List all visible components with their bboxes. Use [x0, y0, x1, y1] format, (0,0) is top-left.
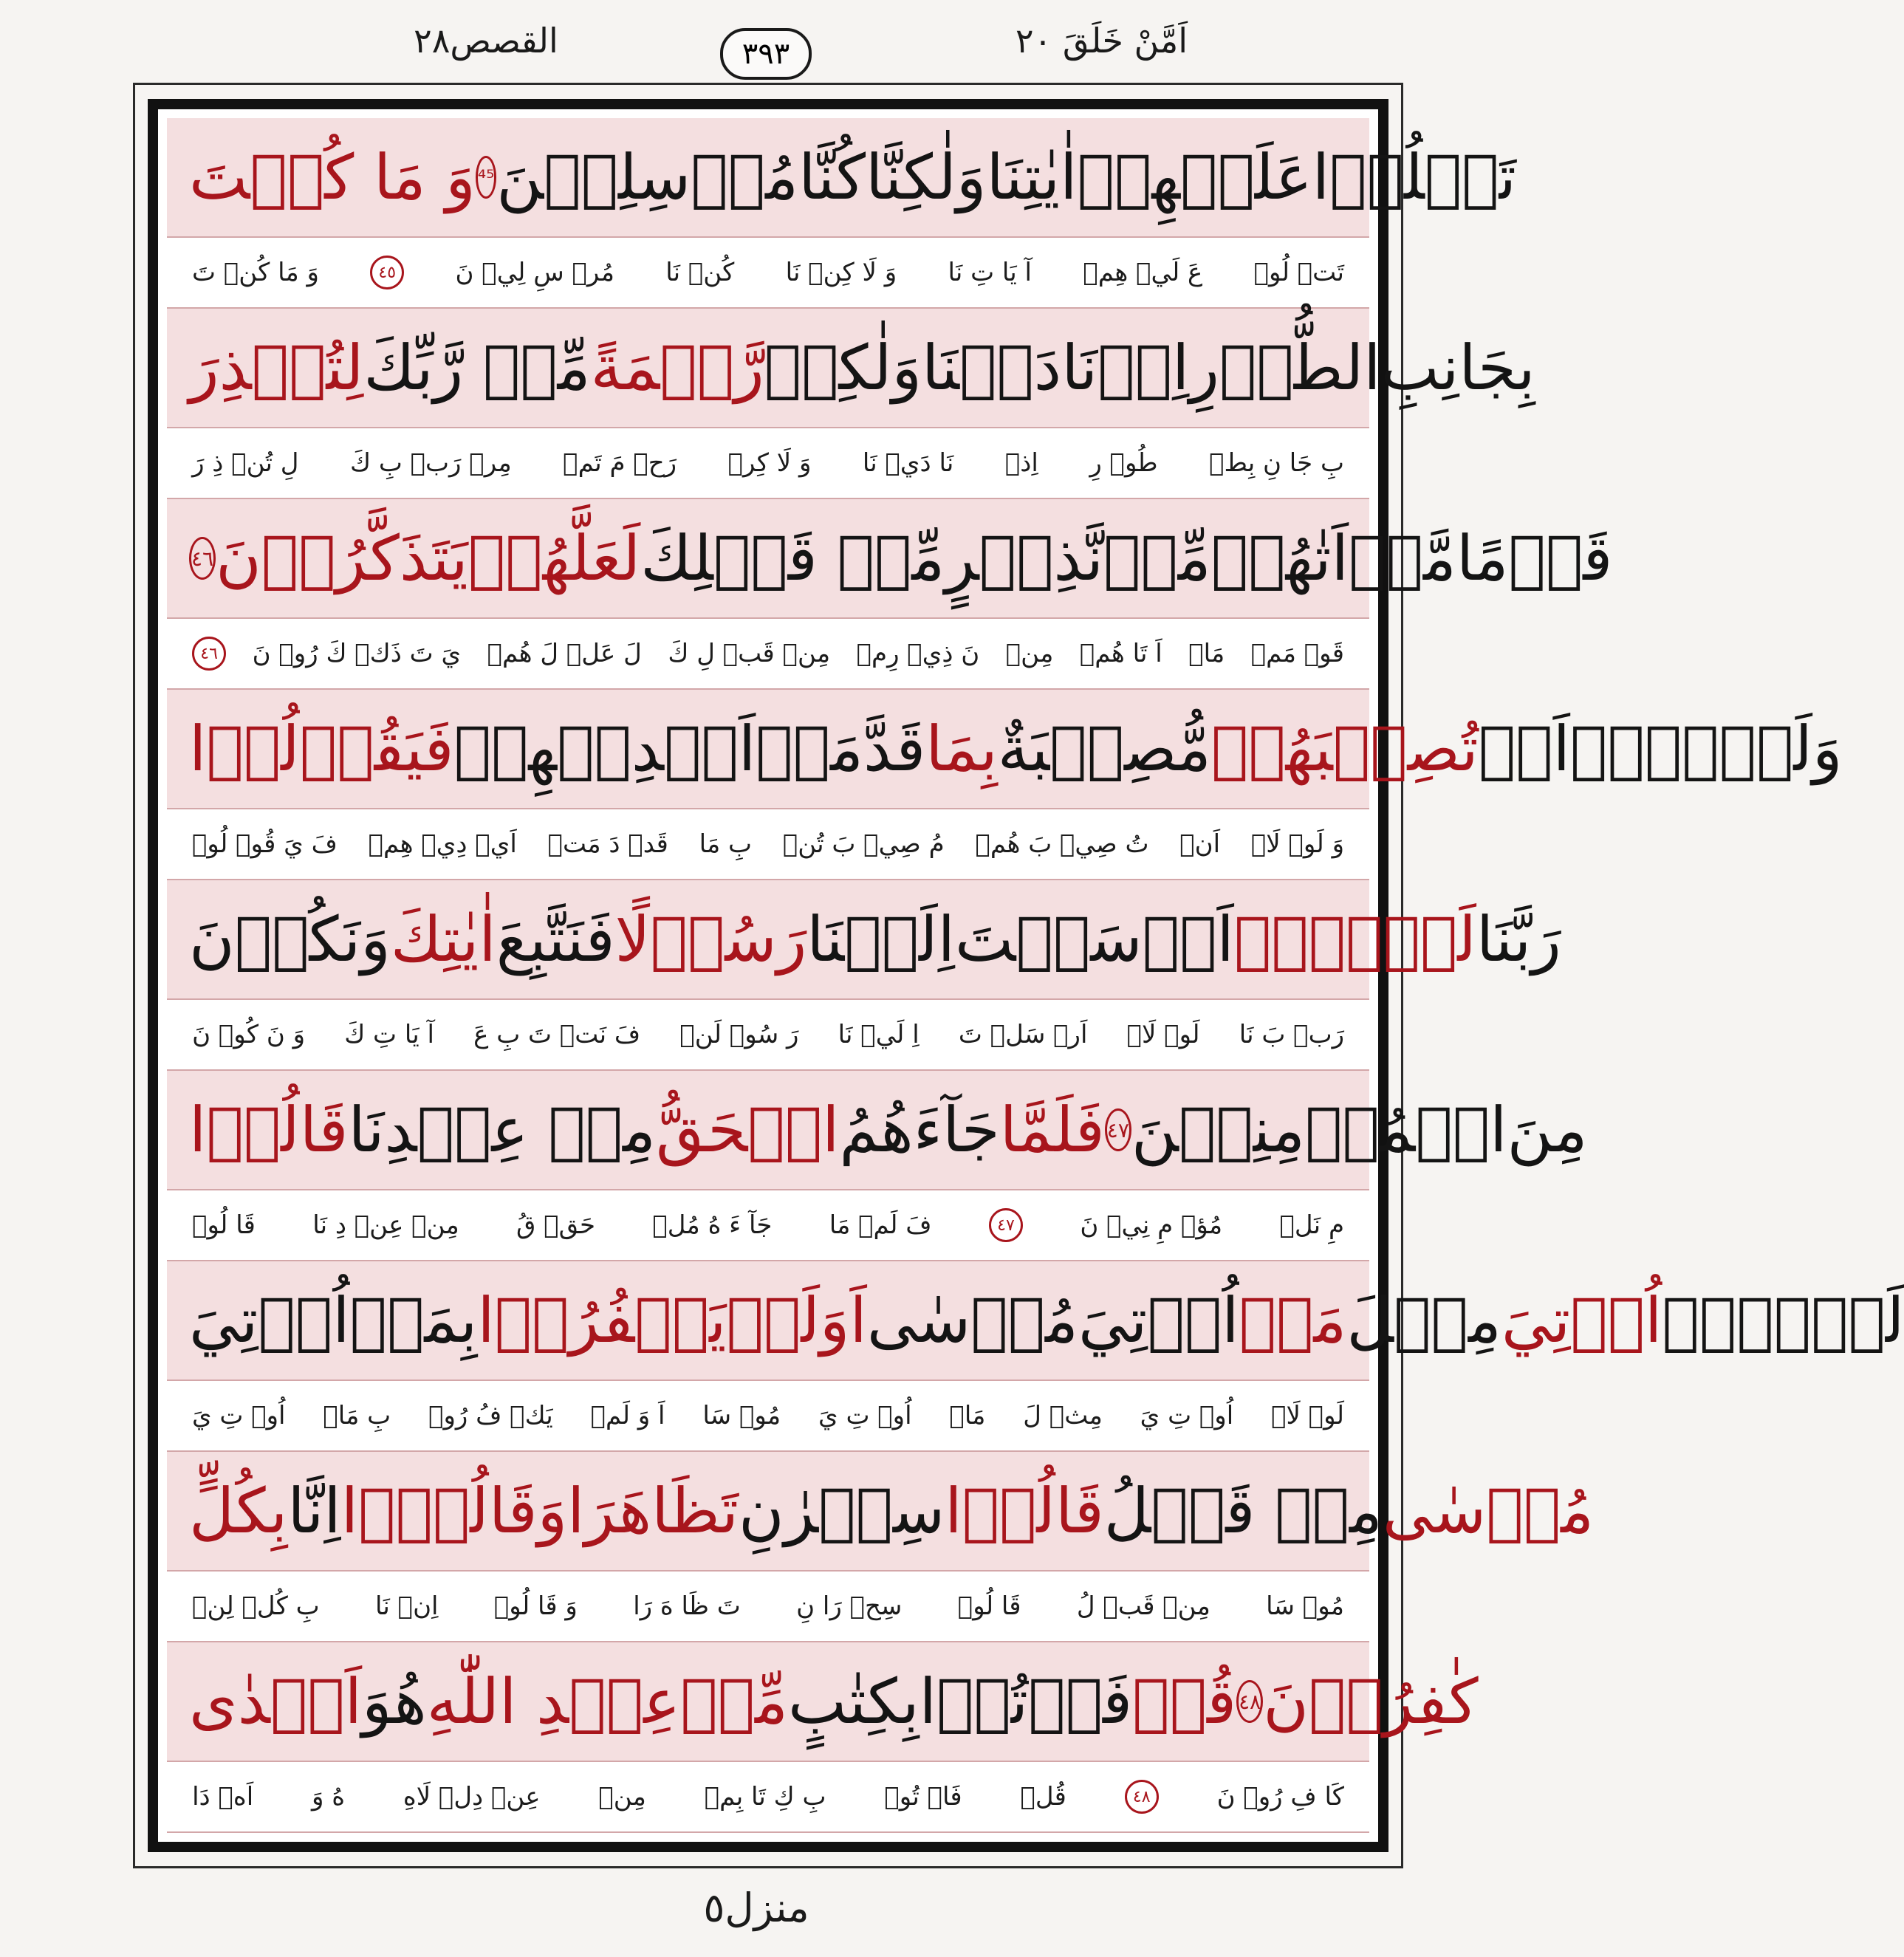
arabic-word: مُرۡسِلِيۡنَ — [496, 141, 799, 213]
arabic-word: مُوۡسٰى — [866, 1284, 1079, 1357]
arabic-word: مَاۤ — [1239, 1284, 1347, 1357]
arabic-word: اَوَلَمۡ — [726, 1284, 867, 1357]
pronunciation-word: مِنۡ عِنۡ دِ نَا — [312, 1210, 459, 1240]
arabic-word: قُلۡ — [1132, 1665, 1237, 1738]
arabic-word: سِحۡرٰنِ — [739, 1475, 945, 1547]
pronunciation-word: اَهۡ دَا — [192, 1782, 254, 1812]
page-number: ٣٩٣ — [720, 28, 812, 80]
pronunciation-word: طُوۡ رِ — [1089, 448, 1158, 478]
pronunciation-word: اُوۡ تِ يَ — [818, 1401, 912, 1430]
pronunciation-word: اِنۡ نَا — [375, 1591, 439, 1621]
pronunciation-word: مُوۡ سَا — [1266, 1591, 1344, 1621]
arabic-line — [167, 1261, 1904, 1381]
arabic-word: اُوۡتِيَ — [1501, 1284, 1662, 1357]
arabic-word: قَالُوۡا — [189, 1094, 349, 1166]
arabic-word: وَلَوۡلَاۤ — [1569, 713, 1843, 785]
arabic-word: مِّنۡ قَبۡلِكَ — [640, 522, 945, 594]
pronunciation-word: قَدۡ دَ مَتۡ — [547, 829, 668, 859]
pronunciation-word: وَ لَوۡ لَاۤ — [1250, 829, 1344, 859]
pronunciation-line — [167, 238, 1369, 309]
pronunciation-word: رَبۡ بَ نَا — [1239, 1020, 1344, 1049]
pronunciation-word: وَ لَا كِنۡ نَا — [785, 258, 897, 287]
arabic-word: مِثۡلَ — [1346, 1284, 1501, 1357]
arabic-word: الۡحَقُّ — [656, 1094, 840, 1166]
arabic-word: اَهۡدٰى — [189, 1665, 362, 1738]
pronunciation-line — [167, 619, 1369, 690]
pronunciation-word: مَاۤ — [949, 1401, 986, 1430]
arabic-word: اَرۡسَلۡتَ — [954, 903, 1234, 976]
arabic-word: عَلَيۡهِمۡ — [1077, 141, 1312, 213]
arabic-word: كُنَّا — [798, 141, 866, 213]
pronunciation-word: بِ كُلۡ لِنۡ — [192, 1591, 320, 1621]
arabic-word: مِّنۡ رَّبِّكَ — [363, 332, 591, 404]
pronunciation-word: تَ ظَا هَ رَا — [633, 1591, 741, 1621]
arabic-word: نَّذِيۡرٍ — [945, 522, 1103, 594]
pronunciation-word: عَ لَيۡ هِمۡ — [1083, 258, 1203, 287]
pronunciation-word: اَرۡ سَلۡ تَ — [958, 1020, 1088, 1049]
pronunciation-line — [167, 1381, 1369, 1452]
arabic-word: هُوَ — [362, 1665, 427, 1738]
pronunciation-word: اَيۡ دِيۡ هِمۡ — [368, 829, 517, 859]
arabic-word: عِنۡدِ اللّٰهِ — [426, 1665, 681, 1738]
arabic-line — [167, 499, 1613, 619]
arabic-word: نَادَيۡنَا — [922, 332, 1098, 404]
arabic-line — [167, 1452, 1595, 1572]
pronunciation-word: بِ كِ تَا بِمۡ — [704, 1782, 826, 1812]
arabic-word: مِّنۡ — [680, 1665, 789, 1738]
arabic-word: وَنَكُوۡنَ — [189, 903, 391, 976]
pronunciation-word: هُ وَ — [312, 1782, 346, 1812]
pronunciation-word: لَوۡ لَاۤ — [1271, 1401, 1344, 1430]
pronunciation-word: اُوۡ تِ يَ — [192, 1401, 286, 1430]
arabic-line — [167, 309, 1535, 428]
pronunciation-word: رَ سُوۡ لَنۡ — [679, 1020, 799, 1049]
arabic-word: وَ مَا كُنۡتَ — [189, 141, 476, 213]
pronunciation-word: يَ تَ ذَكۡ كَ رُوۡ نَ — [252, 639, 462, 668]
arabic-word: اُوۡتِيَ — [1078, 1284, 1239, 1357]
arabic-word: وَلٰكِنَّا — [866, 141, 987, 213]
pronunciation-word: فَ لَمۡ مَا — [829, 1210, 932, 1240]
arabic-word: اَنۡ — [1478, 713, 1570, 785]
pronunciation-word: اِذۡ — [1004, 448, 1038, 478]
pronunciation-word: قَا لُوۡ — [192, 1210, 256, 1240]
pronunciation-word: عِنۡ دِلۡ لَاهِ — [403, 1782, 541, 1812]
pronunciation-word: جَآ ءَ هُ مُلۡ — [652, 1210, 773, 1240]
arabic-word: لَوۡلَاۤ — [1662, 1284, 1904, 1357]
pronunciation-word: مِنۡ — [1005, 639, 1054, 668]
pronunciation-word: قَوۡ مَمۡ — [1250, 639, 1344, 668]
arabic-line — [167, 118, 1516, 238]
arabic-word: كٰفِرُوۡنَ — [1263, 1665, 1479, 1738]
arabic-word: مِّنۡ — [1103, 522, 1211, 594]
pronunciation-word: مِرۡ رَبۡ بِ كَ — [350, 448, 512, 478]
pronunciation-word: مَاۤ — [1188, 639, 1225, 668]
arabic-word: مُوۡسٰى — [1382, 1475, 1595, 1547]
arabic-word: قَوۡمًا — [1456, 522, 1613, 594]
manzil-label: منزل٥ — [703, 1885, 809, 1931]
ayah-number: ⁴⁵ — [476, 156, 496, 199]
pronunciation-word: قُلۡ — [1020, 1782, 1066, 1812]
arabic-line — [167, 880, 1561, 1000]
arabic-word: اِنَّا — [287, 1475, 341, 1547]
pronunciation-word: كَا فِ رُوۡ نَ — [1216, 1782, 1344, 1812]
pronunciation-line — [167, 1762, 1369, 1833]
arabic-word: يَكۡفُرُوۡا — [477, 1284, 727, 1357]
ayah-number: ٤٧ — [1105, 1108, 1131, 1151]
arabic-word: اَيۡدِيۡهِمۡ — [453, 713, 756, 785]
pronunciation-word: فَ يَ قُوۡ لُوۡ — [192, 829, 338, 859]
arabic-word: مِنَ — [1507, 1094, 1588, 1166]
pronunciation-word: نَا دَيۡ نَا — [862, 448, 954, 478]
pronunciation-line — [167, 1572, 1369, 1642]
pronunciation-line — [167, 1190, 1369, 1261]
pronunciation-word: يَكۡ فُ رُوۡ — [428, 1401, 553, 1430]
arabic-word: رَبَّنَا — [1476, 903, 1561, 976]
ayah-number-small: ٤٨ — [1125, 1780, 1159, 1814]
arabic-word: جَآءَهُمُ — [839, 1094, 1000, 1166]
arabic-word: فَلَمَّا — [999, 1094, 1105, 1166]
pronunciation-word: مُؤۡ مِ نِيۡ نَ — [1080, 1210, 1223, 1240]
arabic-word: رَّحۡمَةً — [590, 332, 764, 404]
pronunciation-word: بِ مَا — [699, 829, 753, 859]
pronunciation-word: نَ ذِيۡ رِمۡ — [856, 639, 980, 668]
pronunciation-word: مُرۡ سِ لِيۡ نَ — [455, 258, 614, 287]
verse-lines — [167, 118, 1904, 1833]
pronunciation-word: كُنۡ نَا — [665, 258, 735, 287]
ayah-number-small: ٤٦ — [192, 637, 226, 671]
ayah-number: ٤٨ — [1236, 1680, 1263, 1723]
arabic-word: الطُّوۡرِ — [1189, 332, 1381, 404]
juz-title: اَمَّنْ خَلَقَ ٢٠ — [1015, 21, 1188, 61]
arabic-word: الۡمُؤۡمِنِيۡنَ — [1131, 1094, 1507, 1166]
pronunciation-word: تُ صِيۡ بَ هُمۡ — [975, 829, 1149, 859]
pronunciation-word: رَحۡ مَ تَمۡ — [563, 448, 677, 478]
pronunciation-word: وَ قَا لُوۡ — [493, 1591, 578, 1621]
arabic-word: مُّصِيۡبَةٌ — [997, 713, 1211, 785]
arabic-word: بِجَانِبِ — [1380, 332, 1535, 404]
arabic-word: اِذۡ — [1097, 332, 1190, 404]
pronunciation-line — [167, 809, 1369, 880]
arabic-word: اُوۡتِيَ — [189, 1284, 350, 1357]
arabic-word: اٰيٰتِنَا — [986, 141, 1078, 213]
pronunciation-line — [167, 1000, 1369, 1071]
arabic-word: قَدَّمَتۡ — [756, 713, 926, 785]
arabic-word: بِمَا — [925, 713, 998, 785]
arabic-word: وَقَالُوۡۤا — [340, 1475, 568, 1547]
arabic-word: لِتُنۡذِرَ — [189, 332, 364, 404]
arabic-word: فَنَتَّبِعَ — [496, 903, 615, 976]
pronunciation-word: لَ عَلۡ لَ هُمۡ — [487, 639, 642, 668]
pronunciation-word: وَ نَ كُوۡ نَ — [192, 1020, 306, 1049]
pronunciation-word: اَنۡ — [1179, 829, 1221, 859]
pronunciation-word: فَ نَتۡ تَ بِ عَ — [473, 1020, 641, 1049]
pronunciation-word: اِ لَيۡ نَا — [838, 1020, 920, 1049]
pronunciation-word: مِنۡ قَبۡ لِ كَ — [668, 639, 831, 668]
pronunciation-word: مُ صِيۡ بَ تُنۡ — [782, 829, 945, 859]
pronunciation-word: آ يَا تِ كَ — [344, 1020, 434, 1049]
pronunciation-word: اَ تَا هُمۡ — [1079, 639, 1162, 668]
arabic-word: اَتٰهُمۡ — [1210, 522, 1349, 594]
arabic-word: مَّاۤ — [1349, 522, 1456, 594]
arabic-word: فَاۡتُوۡا — [919, 1665, 1133, 1738]
arabic-word: قَالُوۡا — [945, 1475, 1104, 1547]
arabic-word: بِكُلٍّ — [189, 1475, 288, 1547]
arabic-word: رَسُوۡلًا — [614, 903, 807, 976]
ayah-number-small: ٤٥ — [370, 256, 404, 289]
pronunciation-word: قَا لُوۡ — [957, 1591, 1021, 1621]
arabic-word: تَتۡلُوۡا — [1312, 141, 1516, 213]
ayah-number-small: ٤٧ — [989, 1208, 1023, 1242]
arabic-word: وَلٰكِنۡ — [764, 332, 922, 404]
arabic-word: لَعَلَّهُمۡ — [468, 522, 641, 594]
pronunciation-word: لَوۡ لَاۤ — [1126, 1020, 1200, 1049]
arabic-word: لَوۡلَاۤ — [1233, 903, 1476, 976]
arabic-word: مِنۡ عِنۡدِنَا — [348, 1094, 657, 1166]
pronunciation-word: سِحۡ رَا نِ — [796, 1591, 903, 1621]
arabic-word: بِمَاۤ — [349, 1284, 478, 1357]
arabic-word: اٰيٰتِكَ — [390, 903, 496, 976]
pronunciation-word: مِ نَلۡ — [1279, 1210, 1344, 1240]
arabic-word: تَظَاهَرَا — [567, 1475, 739, 1547]
pronunciation-word: مِنۡ قَبۡ لُ — [1076, 1591, 1210, 1621]
ayah-number: ٤٦ — [189, 537, 216, 580]
pronunciation-word: آ يَا تِ نَا — [948, 258, 1033, 287]
arabic-line — [167, 690, 1843, 809]
pronunciation-word: مِثۡ لَ — [1023, 1401, 1103, 1430]
pronunciation-word: وَ مَا كُنۡ تَ — [192, 258, 319, 287]
arabic-word: بِكِتٰبٍ — [788, 1665, 920, 1738]
arabic-line — [167, 1642, 1479, 1762]
pronunciation-word: وَ لَا كِرۡ — [727, 448, 812, 478]
pronunciation-word: اُوۡ تِ يَ — [1140, 1401, 1234, 1430]
pronunciation-word: لِ تُنۡ ذِ رَ — [192, 448, 299, 478]
pronunciation-word: تَتۡ لُوۡ — [1253, 258, 1344, 287]
pronunciation-word: فَاۡ تُوۡ — [884, 1782, 962, 1812]
surah-title: القصص٢٨ — [414, 21, 558, 61]
pronunciation-word: اَ وَ لَمۡ — [590, 1401, 665, 1430]
pronunciation-word: بِ جَا نِ بِطۡ — [1209, 448, 1344, 478]
arabic-word: اِلَيۡنَا — [807, 903, 955, 976]
arabic-word: تُصِيۡبَهُمۡ — [1210, 713, 1479, 785]
pronunciation-word: حَقۡ قُ — [516, 1210, 596, 1240]
arabic-word: فَيَقُوۡلُوۡا — [189, 713, 454, 785]
pronunciation-word: مُوۡ سَا — [702, 1401, 781, 1430]
pronunciation-word: بِ مَاۤ — [323, 1401, 391, 1430]
arabic-line — [167, 1071, 1588, 1190]
pronunciation-word: مِنۡ — [598, 1782, 646, 1812]
arabic-word: مِنۡ قَبۡلُ — [1103, 1475, 1383, 1547]
pronunciation-line — [167, 428, 1369, 499]
arabic-word: يَتَذَكَّرُوۡنَ — [216, 522, 468, 594]
